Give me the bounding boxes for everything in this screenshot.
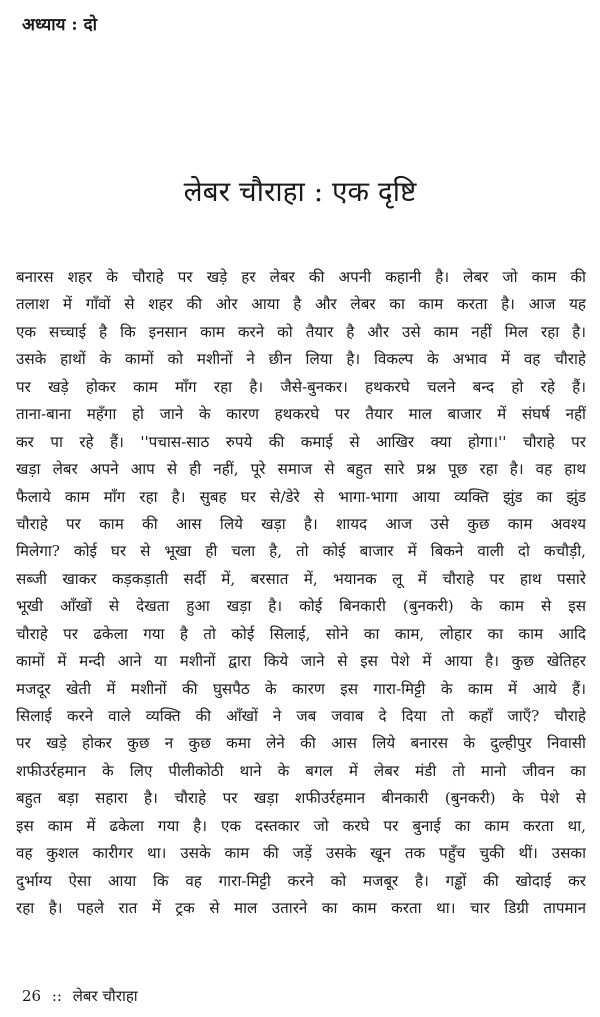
text-line: शफीउर्रहमान के लिए पीलीकोठी थाने के बगल में लेबर मंडी तो मानो जीवन का bbox=[16, 761, 586, 780]
text-line: बनारस शहर के चौराहे पर खड़े हर लेबर की अपनी कहानी है। लेबर जो काम की bbox=[16, 268, 586, 286]
text-line: भूखी आँखों से देखता हुआ खड़ा है। कोई बिनकारी (बुनकरी) के काम से इस bbox=[16, 597, 586, 616]
text-line: मजदूर खेती में मशीनों की घुसपैठ के कारण इस गारा-मिट्टी के काम में आये हैं। bbox=[16, 679, 586, 698]
text-line: ताना-बाना महँगा हो जाने के कारण हथकरघे पर तैयार माल बाजार में संघर्ष नहीं bbox=[16, 405, 586, 424]
text-line: सब्जी खाकर कड़कड़ाती सर्दी में, बरसात में, भयानक लू में चौराहे पर हाथ पसारे bbox=[16, 569, 586, 588]
text-line: चौराहे पर काम की आस लिये खड़ा है। शायद आज उसे कुछ काम अवश्य bbox=[16, 514, 586, 533]
text-line: तलाश में गाँवों से शहर की ओर आया है और लेबर का काम करता है। आज यह bbox=[16, 295, 586, 314]
text-line: चौराहे पर ढकेला गया है तो कोई सिलाई, सोने का काम, लोहार का काम आदि bbox=[16, 624, 586, 643]
footer-separator: :: bbox=[51, 987, 62, 1005]
text-line: उसके हाथों के कामों को मशीनों ने छीन लिया है। विकल्प के अभाव में वह चौराहे bbox=[16, 350, 586, 369]
text-line: एक सच्चाई है कि इनसान काम करने को तैयार है और उसे काम नहीं मिल रहा है। bbox=[16, 322, 586, 341]
text-line: फैलाये काम माँग रहा है। सुबह घर से/डेरे से भागा-भागा आया व्यक्ति झुंड का झुंड bbox=[16, 487, 586, 506]
text-line: इस काम में ढकेला गया है। एक दस्तकार जो करघे पर बुनाई का काम करता था, bbox=[16, 816, 586, 835]
text-line: पर खड़े होकर कुछ न कुछ कमा लेने की आस लिये बनारस के दुल्हीपुर निवासी bbox=[16, 734, 586, 753]
body-text bbox=[16, 264, 586, 923]
footer-book-title: लेबर चौराहा bbox=[72, 987, 138, 1005]
text-line: वह कुशल कारीगर था। उसके काम की जड़ें उसके खून तक पहुँच चुकी थीं। उसका bbox=[16, 844, 586, 863]
page-number: 26 bbox=[22, 987, 42, 1005]
text-line: दुर्भाग्य ऐसा आया कि वह गारा-मिट्टी करने को मजबूर है। गड्ढों की खोदाई कर bbox=[16, 871, 586, 890]
text-line: कामों में मन्दी आने या मशीनों द्वारा किये जाने से इस पेशे में आया है। कुछ खेतिहर bbox=[16, 652, 586, 671]
text-line: रहा है। पहले रात में ट्रक से माल उतारने का काम करता था। चार डिग्री तापमान bbox=[16, 899, 586, 918]
page-footer bbox=[22, 986, 144, 1006]
chapter-title: लेबर चौराहा : एक दृष्टि bbox=[183, 175, 417, 208]
text-line: मिलेगा? कोई घर से भूखा ही चला है, तो कोई बाजार में बिकने वाली दो कचौड़ी, bbox=[16, 542, 586, 561]
text-line: पर खड़े होकर काम माँग रहा है। जैसे-बुनकर। हथकरघे चलने बन्द हो रहे हैं। bbox=[16, 377, 586, 396]
running-head: अध्याय : दो bbox=[22, 15, 98, 35]
text-line: बहुत बड़ा सहारा है। चौराहे पर खड़ा शफीउर्रहमान बीनकारी (बुनकरी) के पेशे से bbox=[16, 789, 586, 808]
text-line: खड़ा लेबर अपने आप से ही नहीं, पूरे समाज से बहुत सारे प्रश्न पूछ रहा है। वह हाथ bbox=[16, 460, 586, 479]
text-line: सिलाई करने वाले व्यक्ति की आँखों ने जब जवाब दे दिया तो कहाँ जाएँ? चौराहे bbox=[16, 707, 586, 725]
text-line: कर पा रहे हैं। ''पचास-साठ रुपये की कमाई से आखिर क्या होगा।'' चौराहे पर bbox=[16, 432, 586, 451]
